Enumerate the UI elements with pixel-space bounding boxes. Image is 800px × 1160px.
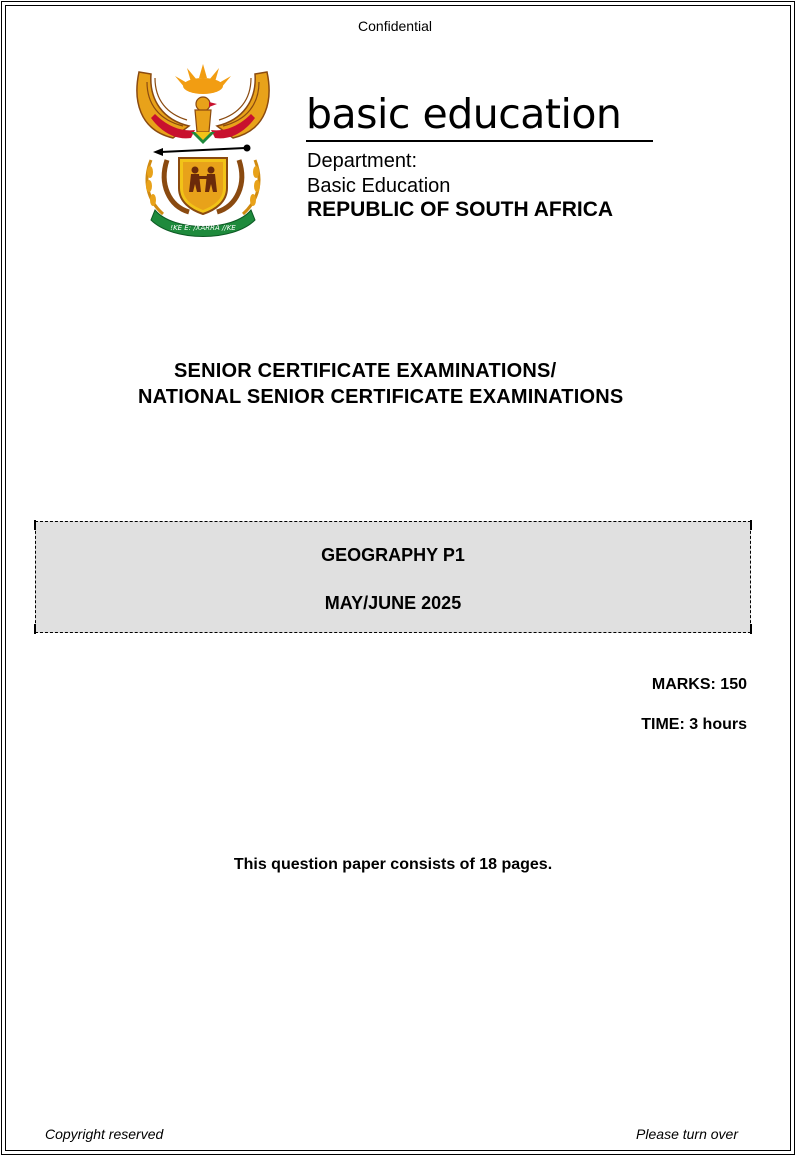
svg-text:!KE E: /XARRA //KE: !KE E: /XARRA //KE: [170, 224, 236, 232]
crest-bird: [191, 97, 217, 144]
subject-name: GEOGRAPHY P1: [321, 545, 465, 565]
copyright-footer: Copyright reserved: [45, 1126, 164, 1142]
exam-session: MAY/JUNE 2025: [324, 593, 462, 613]
time-label: TIME: 3 hours: [641, 716, 747, 733]
department-wordmark: basic education: [306, 90, 622, 138]
crest-shield: [179, 158, 227, 214]
department-line-2: Basic Education: [307, 175, 451, 197]
turn-over-footer: Please turn over: [636, 1126, 738, 1142]
crest-sun: [175, 64, 231, 94]
confidential-label: Confidential: [358, 18, 432, 34]
exam-title-line-2: NATIONAL SENIOR CERTIFICATE EXAMINATIONS: [138, 386, 624, 408]
page-count-note: This question paper consists of 18 pages.: [233, 856, 553, 873]
department-line-3: REPUBLIC OF SOUTH AFRICA: [307, 198, 614, 221]
exam-title-line-1: SENIOR CERTIFICATE EXAMINATIONS/: [174, 360, 557, 382]
wordmark-underline: [306, 140, 653, 142]
marks-label: MARKS: 150: [651, 676, 747, 693]
department-line-1: Department:: [307, 150, 418, 172]
subject-box: [35, 521, 751, 633]
coat-of-arms-icon: [133, 60, 273, 238]
